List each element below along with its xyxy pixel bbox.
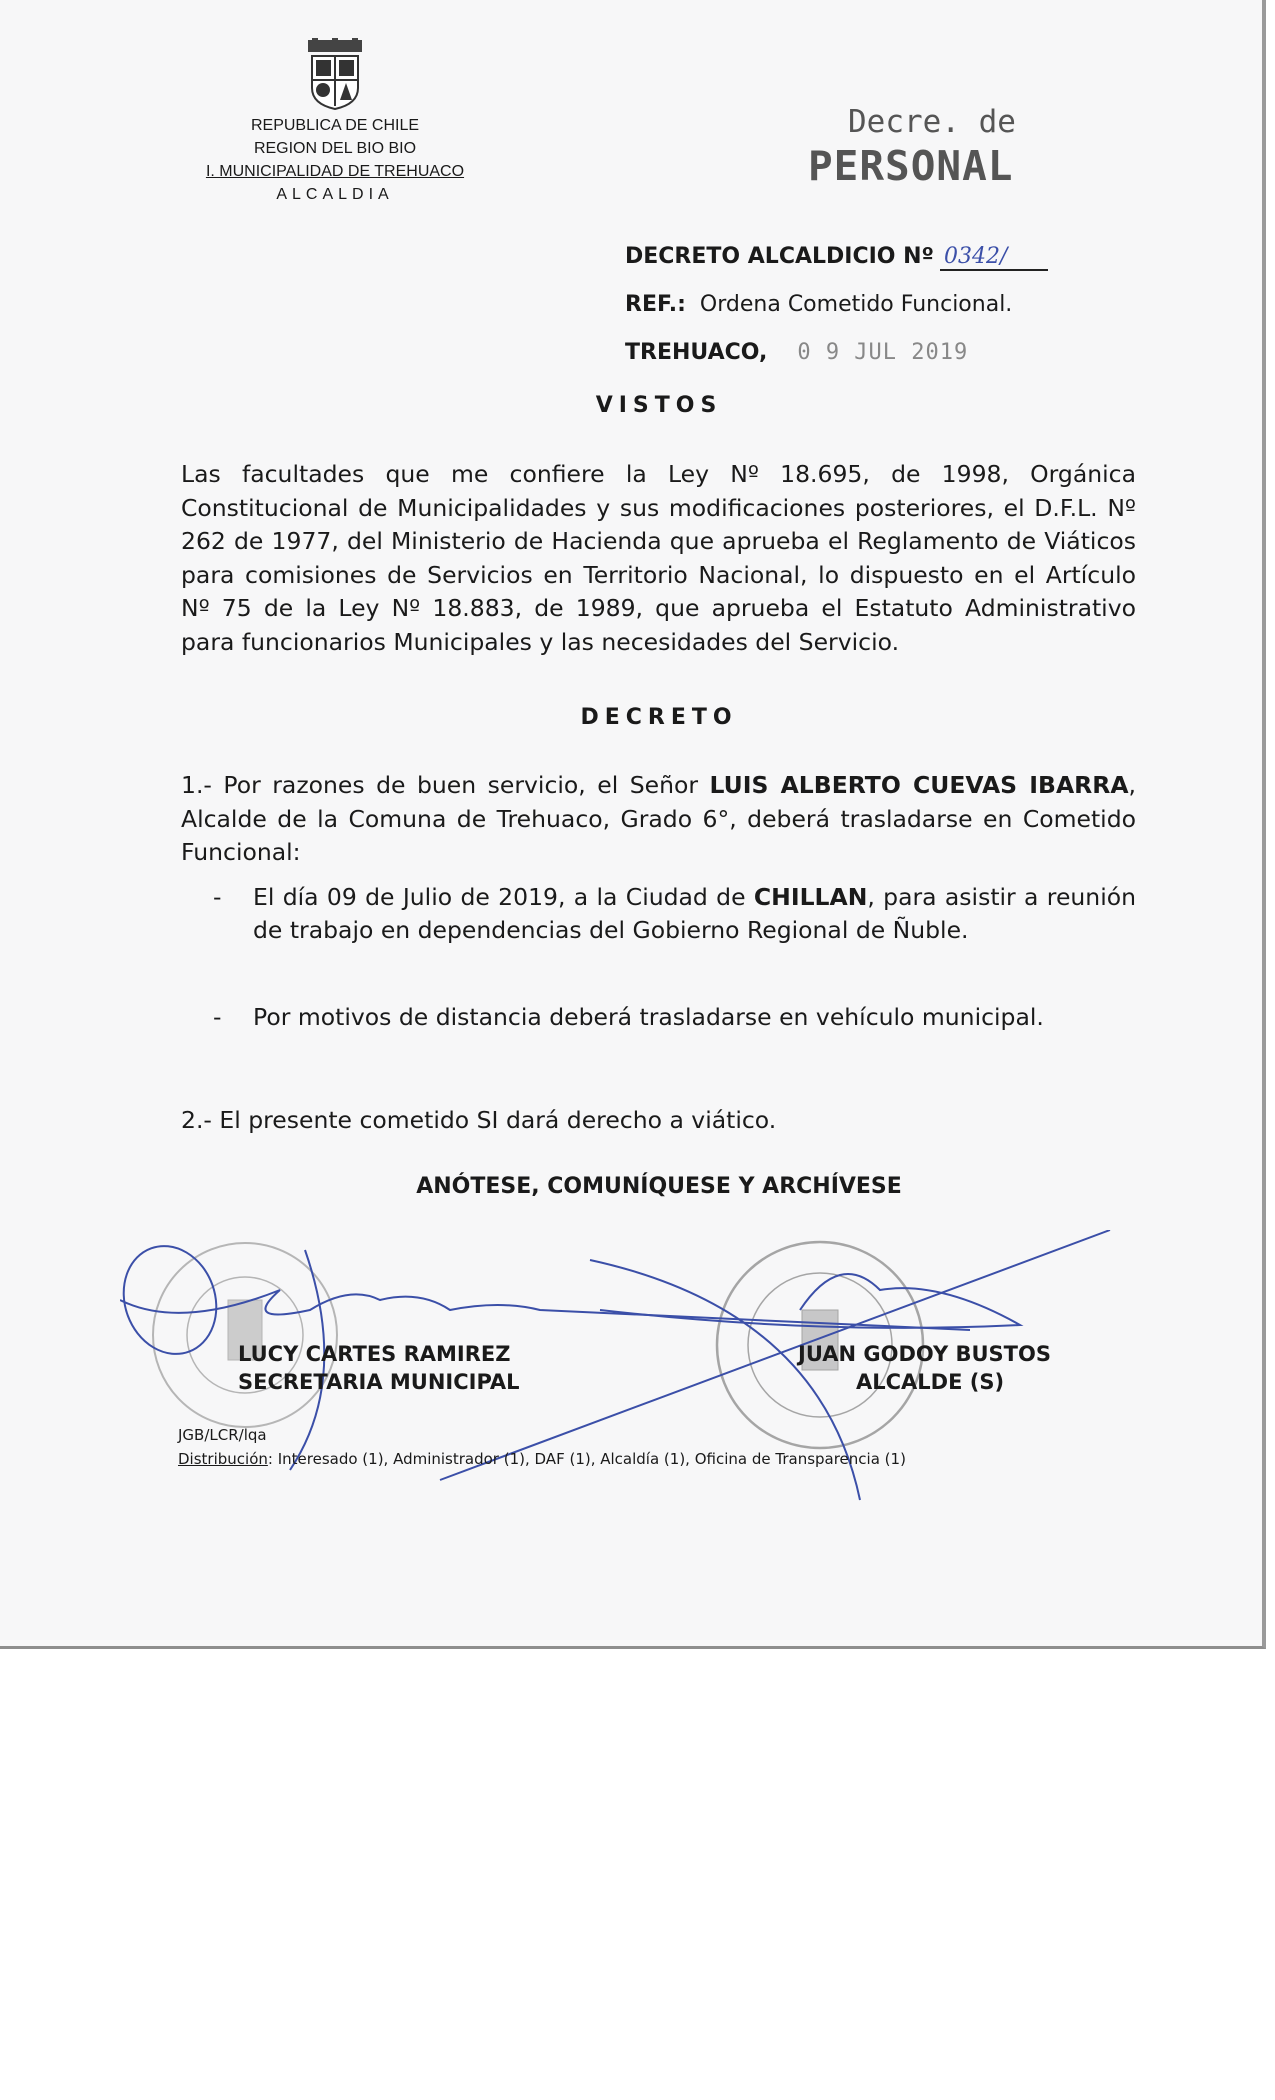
reference-value: Ordena Cometido Funcional.: [699, 292, 1013, 317]
bullet2-text: Por motivos de distancia deberá trasladarse en vehículo municipal.: [253, 1003, 1044, 1031]
closing-formula: ANÓTESE, COMUNÍQUESE Y ARCHÍVESE: [416, 1174, 902, 1199]
official-name: LUIS ALBERTO CUEVAS IBARRA: [709, 771, 1129, 799]
signature-block-mayor: [798, 1340, 1051, 1396]
bullet1-text: El día 09 de Julio de 2019, a la Ciudad de: [253, 883, 754, 911]
header-office: ALCALDIA: [276, 186, 394, 203]
place: TREHUACO,: [625, 340, 768, 365]
bullet-mark: -: [213, 1003, 222, 1031]
date-stamp: 0 9 JUL 2019: [797, 340, 969, 365]
decree-item-2: 2.- El presente cometido SI dará derecho a viático.: [181, 1106, 777, 1134]
item1-text-cont: , Alcalde de la Comuna de Trehuaco, Grado 6°, deberá trasladarse en Cometido Funcional:: [181, 771, 1136, 866]
stamp-decre-de: Decre. de: [848, 104, 1016, 140]
decreto-heading: DECRETO: [580, 705, 738, 730]
bullet-1: [213, 881, 1136, 947]
header-country: REPUBLICA DE CHILE: [250, 117, 420, 134]
signature-block-secretary: [238, 1340, 520, 1396]
decree-number-label: DECRETO ALCALDICIO Nº: [625, 244, 934, 269]
secretary-name: LUCY CARTES RAMIREZ: [238, 1342, 511, 1366]
stamp-personal: PERSONAL: [808, 142, 1014, 190]
place-date-line: [625, 340, 968, 365]
destination-city: CHILLAN: [753, 883, 868, 911]
mayor-name: JUAN GODOY BUSTOS: [798, 1342, 1051, 1366]
initials: JGB/LCR/lqa: [178, 1426, 267, 1444]
footer: [178, 1423, 906, 1471]
vistos-paragraph: Las facultades que me confiere la Ley Nº 18.695, de 1998, Orgánica Constitucional de Municipalidades y sus modificaciones posteriores, el D.F.L. Nº 262 de 1977, del Ministerio de Hacienda que aprueba el Reglamento de Viáticos para comisiones de Servicios en Territorio Nacional, lo dispuesto en el Artículo Nº 75 de la Ley Nº 18.883, de 1989, que aprueba el Estatuto Administrativo para funcionarios Municipales y las necesidades del Servicio.: [181, 460, 1136, 656]
municipal-coat-of-arms-icon: [300, 38, 370, 110]
header-municipality: I. MUNICIPALIDAD DE TREHUACO: [205, 163, 465, 180]
issuer-header: [185, 114, 485, 206]
decree-number: 0342/: [940, 244, 1048, 271]
decree-number-line: [625, 244, 1048, 271]
decree-item-1: [181, 769, 1136, 870]
secretary-seal-icon: [153, 1243, 337, 1427]
mayor-title: ALCALDE (S): [856, 1370, 1005, 1394]
distribution-line: [178, 1447, 906, 1471]
bullet1-text-cont: , para asistir a reunión de trabajo en dependencias del Gobierno Regional de Ñuble.: [253, 883, 1136, 944]
distribution-label: Distribución: [178, 1450, 268, 1468]
reference-label: REF.:: [625, 292, 686, 317]
secretary-title: SECRETARIA MUNICIPAL: [238, 1370, 520, 1394]
bullet-mark: -: [213, 883, 222, 911]
distribution-list: : Interesado (1), Administrador (1), DAF (1), Alcaldía (1), Oficina de Transparencia (1): [267, 1450, 906, 1468]
item1-text: 1.- Por razones de buen servicio, el Señor: [181, 771, 710, 799]
header-region: REGION DEL BIO BIO: [253, 140, 417, 157]
reference-line: [625, 292, 1012, 317]
vistos-heading: VISTOS: [595, 393, 723, 418]
bullet-2: [213, 1001, 1136, 1034]
